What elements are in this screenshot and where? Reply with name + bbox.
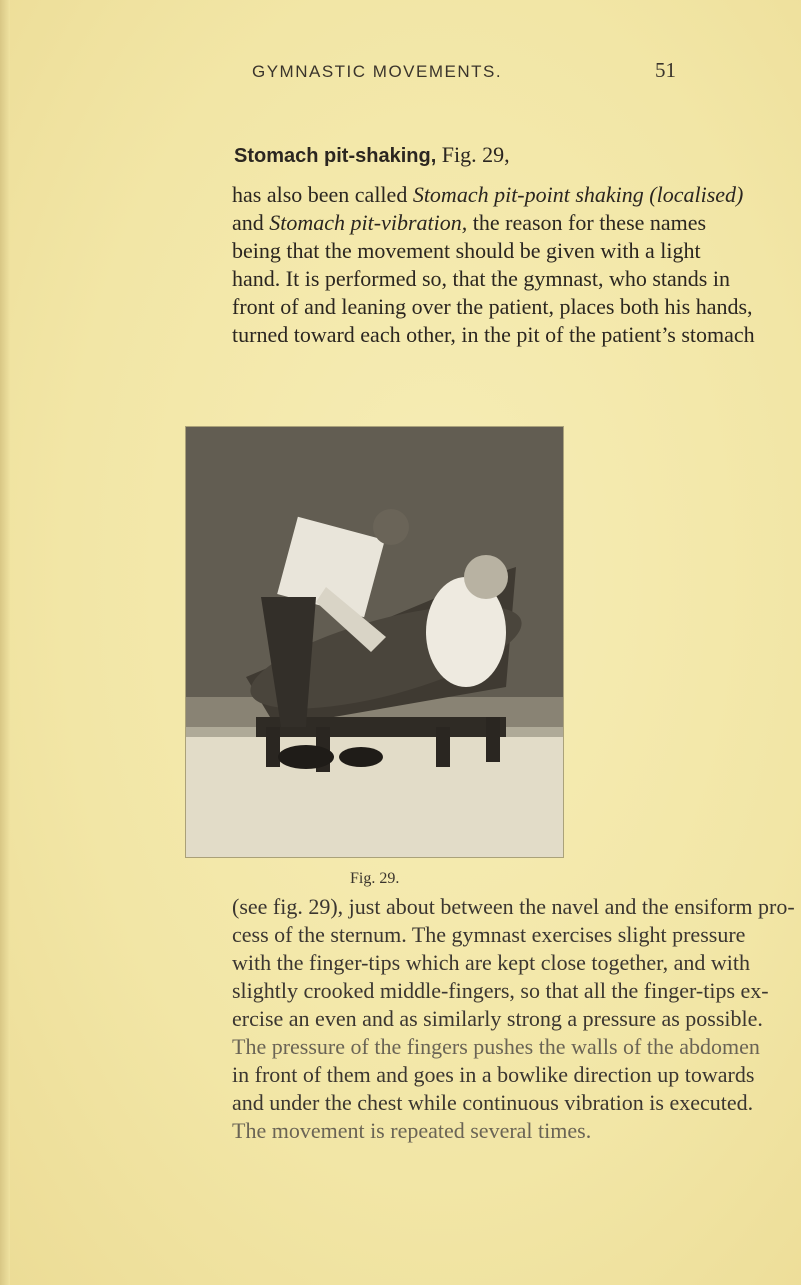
paragraph-2 <box>232 893 795 1145</box>
paragraph-1-line: being that the movement should be given with a light <box>232 238 701 263</box>
paragraph-2-line: The movement is repeated several times. <box>232 1118 592 1143</box>
paragraph-2-line: cess of the sternum. The gymnast exercises slight pressure <box>232 922 746 947</box>
section-heading-bold: Stomach pit-shaking, <box>234 145 437 167</box>
paragraph-1 <box>232 181 755 349</box>
paragraph-2-line: in front of them and goes in a bowlike direction up towards <box>232 1062 755 1087</box>
paragraph-1-line: front of and leaning over the patient, places both his hands, <box>232 294 753 319</box>
paragraph-1-line: and Stomach pit-vibration, the reason for these names <box>232 210 707 235</box>
figure-illustration <box>186 427 563 857</box>
paragraph-2-line: and under the chest while continuous vibration is executed. <box>232 1090 754 1115</box>
paragraph-2-line: The pressure of the fingers pushes the walls of the abdomen <box>232 1034 760 1059</box>
paragraph-1-line: turned toward each other, in the pit of the patient’s stomach <box>232 322 755 347</box>
paragraph-2-line: (see fig. 29), just about between the navel and the ensiform pro- <box>232 894 795 919</box>
page-number: 51 <box>655 58 676 82</box>
paragraph-2-line: with the finger-tips which are kept close together, and with <box>232 950 750 975</box>
paragraph-2-line: ercise an even and as similarly strong a pressure as possible. <box>232 1006 763 1031</box>
section-heading-figref: Fig. 29, <box>436 142 510 167</box>
running-head-title: GYMNASTIC MOVEMENTS. <box>252 62 503 81</box>
figure-29-photograph <box>186 427 563 857</box>
page-edge <box>0 0 10 1285</box>
paragraph-1-line: hand. It is performed so, that the gymnast, who stands in <box>232 266 730 291</box>
term-stomach-pit-point-shaking: Stomach pit-point shaking (localised) <box>412 182 744 207</box>
paragraph-1-line: has also been called Stomach pit-point shaking (localised) <box>232 182 744 207</box>
paragraph-2-line: slightly crooked middle-fingers, so that all the finger-tips ex- <box>232 978 769 1003</box>
figure-caption: Fig. 29. <box>350 870 400 887</box>
term-stomach-pit-vibration: Stomach pit-vibration, <box>269 210 468 235</box>
section-heading <box>234 142 510 168</box>
